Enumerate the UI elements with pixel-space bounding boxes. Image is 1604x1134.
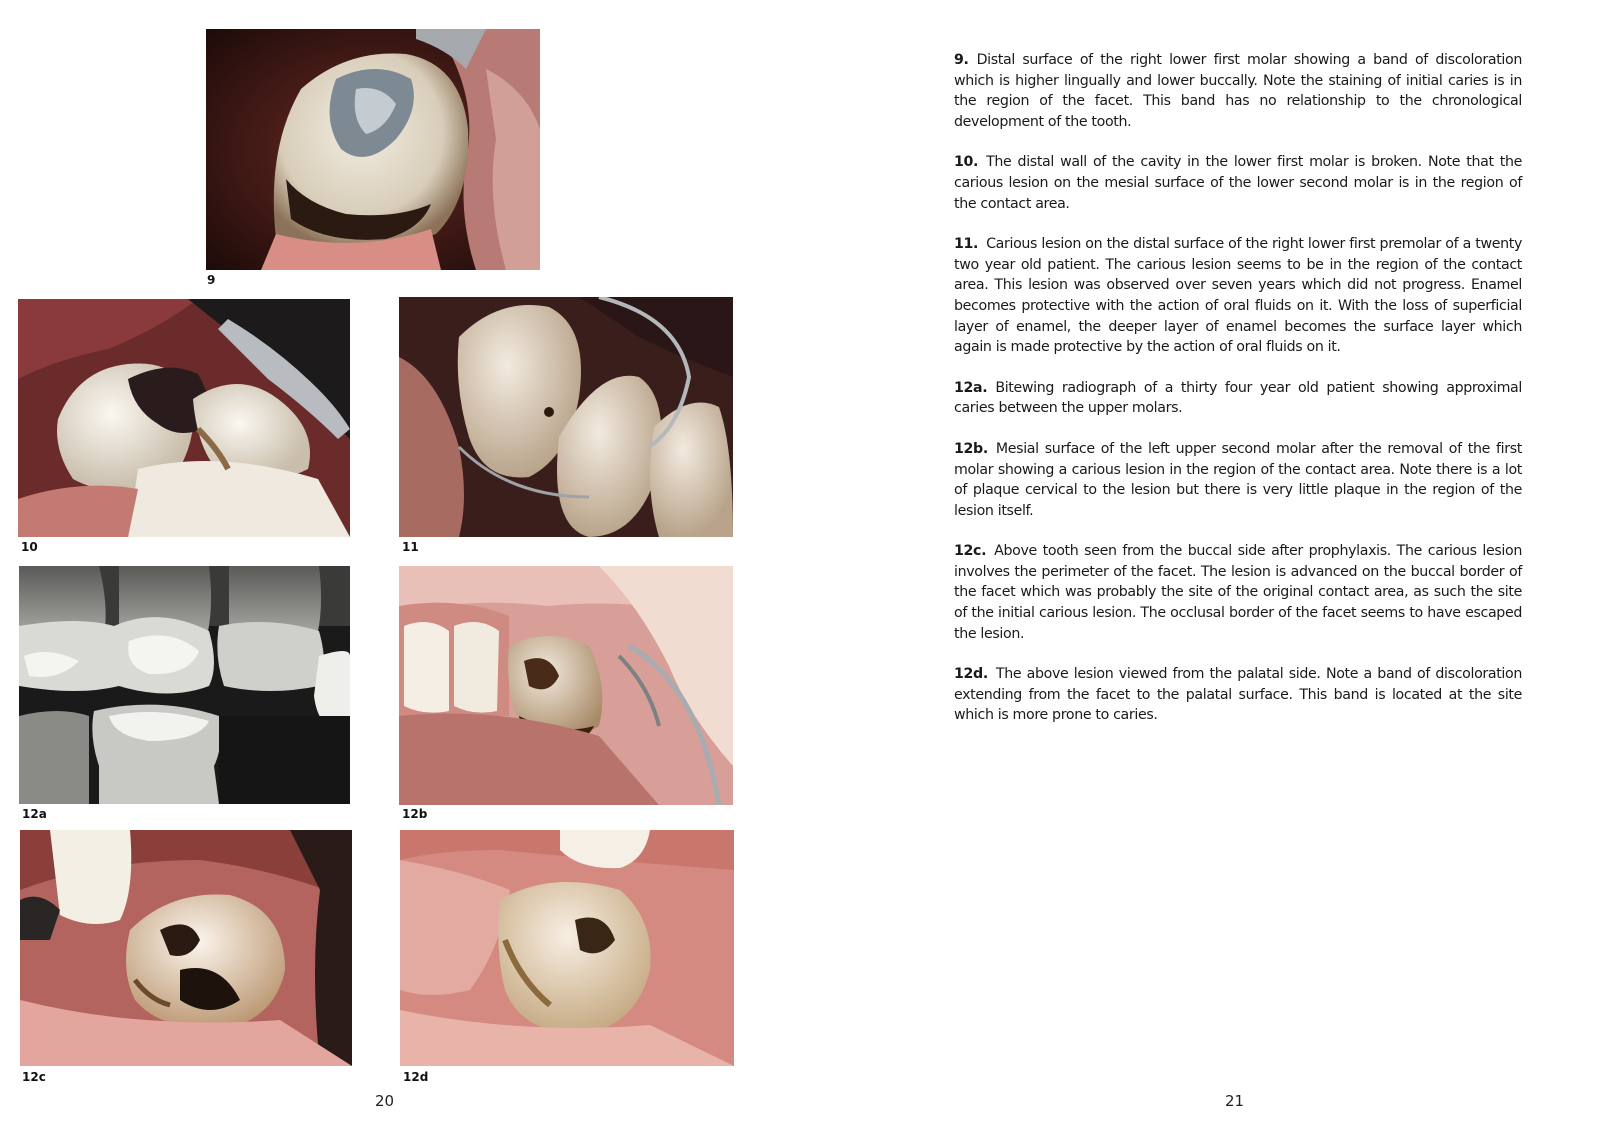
photo-figure-12c <box>20 830 352 1066</box>
caption-number: 11. <box>954 236 979 253</box>
caption-12d <box>954 664 1522 726</box>
caption-9 <box>954 50 1522 132</box>
photo-figure-11 <box>399 297 733 537</box>
caption-text: The distal wall of the cavity in the lower first molar is broken. Note that the carious lesion on the mesial surface of the lower second molar is in the region of the contact area. <box>954 154 1522 212</box>
figure-label-9: 9 <box>207 273 216 287</box>
caption-10 <box>954 152 1522 214</box>
caption-text: Distal surface of the right lower first molar showing a band of discoloration which is higher lingually and lower buccally. Note the staining of initial caries is in the region of the facet. This band has no relationship to the chronological development of the tooth. <box>954 52 1522 130</box>
figure-label-12b: 12b <box>402 807 428 821</box>
photo-figure-12a <box>19 566 350 804</box>
caption-number: 12c. <box>954 543 987 560</box>
caption-number: 10. <box>954 154 979 171</box>
caption-number: 12b. <box>954 440 988 457</box>
caption-number: 12a. <box>954 379 988 396</box>
figure-label-12a: 12a <box>22 807 47 821</box>
caption-text: Carious lesion on the distal surface of the right lower first premolar of a twenty two year old patient. The carious lesion seems to be in the region of the contact area. This lesion was observed over seven years which did not progress. Enamel becomes protective with the action of oral fluids on it. With the loss of superficial layer of enamel, the deeper layer of enamel becomes the surface layer which again is made protective by the action of oral fluids on it. <box>954 236 1522 356</box>
caption-text: Above tooth seen from the buccal side after prophylaxis. The carious lesion involves the perimeter of the facet. The lesion is advanced on the buccal border of the facet which was probably the site of the original contact area, as such the site of the initial carious lesion. The occlusal border of the facet seems to have escaped the lesion. <box>954 543 1522 642</box>
caption-number: 9. <box>954 52 969 68</box>
caption-12b <box>954 439 1522 521</box>
figure-label-12d: 12d <box>403 1070 429 1084</box>
figure-label-10: 10 <box>21 540 38 554</box>
captions-column <box>954 50 1522 746</box>
caption-12a <box>954 378 1522 419</box>
page-number-right: 21 <box>1225 1092 1245 1110</box>
caption-11 <box>954 234 1522 358</box>
photo-figure-9 <box>206 29 540 270</box>
photo-figure-12d <box>400 830 734 1066</box>
caption-text: Bitewing radiograph of a thirty four year old patient showing approximal caries between the upper molars. <box>954 379 1522 417</box>
caption-number: 12d. <box>954 666 988 683</box>
photo-figure-10 <box>18 299 350 537</box>
figure-label-12c: 12c <box>22 1070 46 1084</box>
page-number-left: 20 <box>375 1092 395 1110</box>
caption-text: The above lesion viewed from the palatal side. Note a band of discoloration extending from the facet to the palatal surface. This band is located at the site which is more prone to caries. <box>954 666 1522 724</box>
photo-figure-12b <box>399 566 733 805</box>
figure-label-11: 11 <box>402 540 419 554</box>
caption-12c <box>954 541 1522 644</box>
caption-text: Mesial surface of the left upper second molar after the removal of the first molar showing a carious lesion in the region of the contact area. Note there is a lot of plaque cervical to the lesion but there is very little plaque in the region of the lesion itself. <box>954 440 1522 519</box>
